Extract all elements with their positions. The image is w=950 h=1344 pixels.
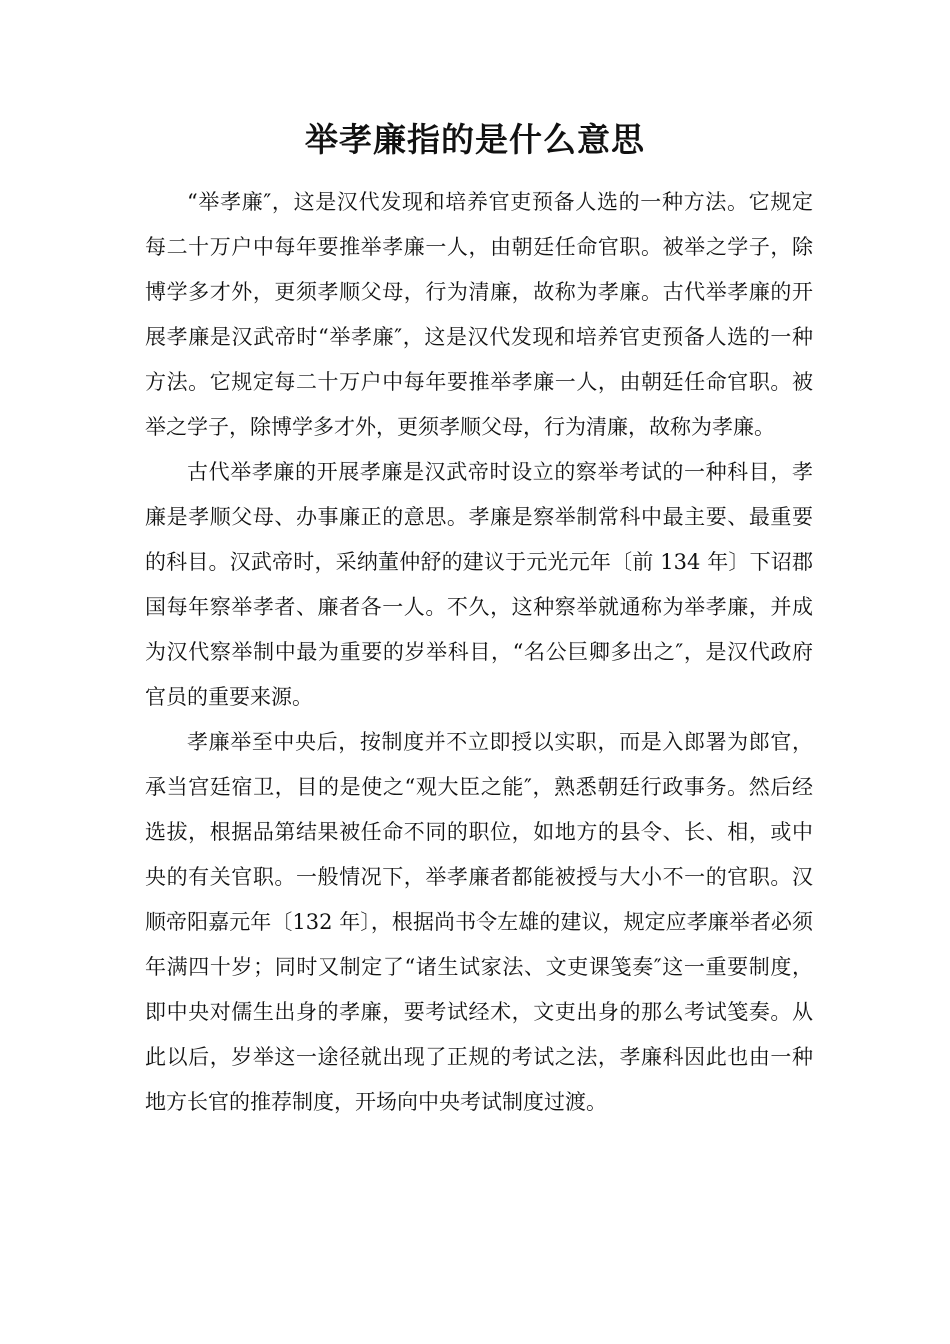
document-body <box>145 180 813 1125</box>
paragraph-3: 孝廉举至中央后，按制度并不立即授以实职，而是入郎署为郎官，承当宫廷宿卫，目的是使之“观大臣之能″，熟悉朝廷行政事务。然后经选拔，根据品第结果被任命不同的职位，如地方的县令、长、相，或中央的有关官职。一般情况下，举孝廉者都能被授与大小不一的官职。汉顺帝阳嘉元年〔132 年〕，根据尚书令左雄的建议，规定应孝廉举者必须年满四十岁；同时又制定了“诸生试家法、文吏课笺奏″这一重要制度，即中央对儒生出身的孝廉，要考试经术，文吏出身的那么考试笺奏。从此以后，岁举这一途径就出现了正规的考试之法，孝廉科因此也由一种地方长官的推荐制度，开场向中央考试制度过渡。 <box>145 730 813 1114</box>
paragraph-2: 古代举孝廉的开展孝廉是汉武帝时设立的察举考试的一种科目，孝廉是孝顺父母、办事廉正的意思。孝廉是察举制常科中最主要、最重要的科目。汉武帝时，采纳董仲舒的建议于元光元年〔前 134 年〕下诏郡国每年察举孝者、廉者各一人。不久，这种察举就通称为举孝廉，并成为汉代察举制中最为重要的岁举科目，“名公巨卿多出之″，是汉代政府官员的重要来源。 <box>145 460 813 709</box>
document-title: 举孝廉指的是什么意思 <box>305 120 645 159</box>
paragraph-1: “举孝廉″，这是汉代发现和培养官吏预备人选的一种方法。它规定每二十万户中每年要推举孝廉一人，由朝廷任命官职。被举之学子，除博学多才外，更须孝顺父母，行为清廉，故称为孝廉。古代举孝廉的开展孝廉是汉武帝时“举孝廉″，这是汉代发现和培养官吏预备人选的一种方法。它规定每二十万户中每年要推举孝廉一人，由朝廷任命官职。被举之学子，除博学多才外，更须孝顺父母，行为清廉，故称为孝廉。 <box>145 190 813 439</box>
